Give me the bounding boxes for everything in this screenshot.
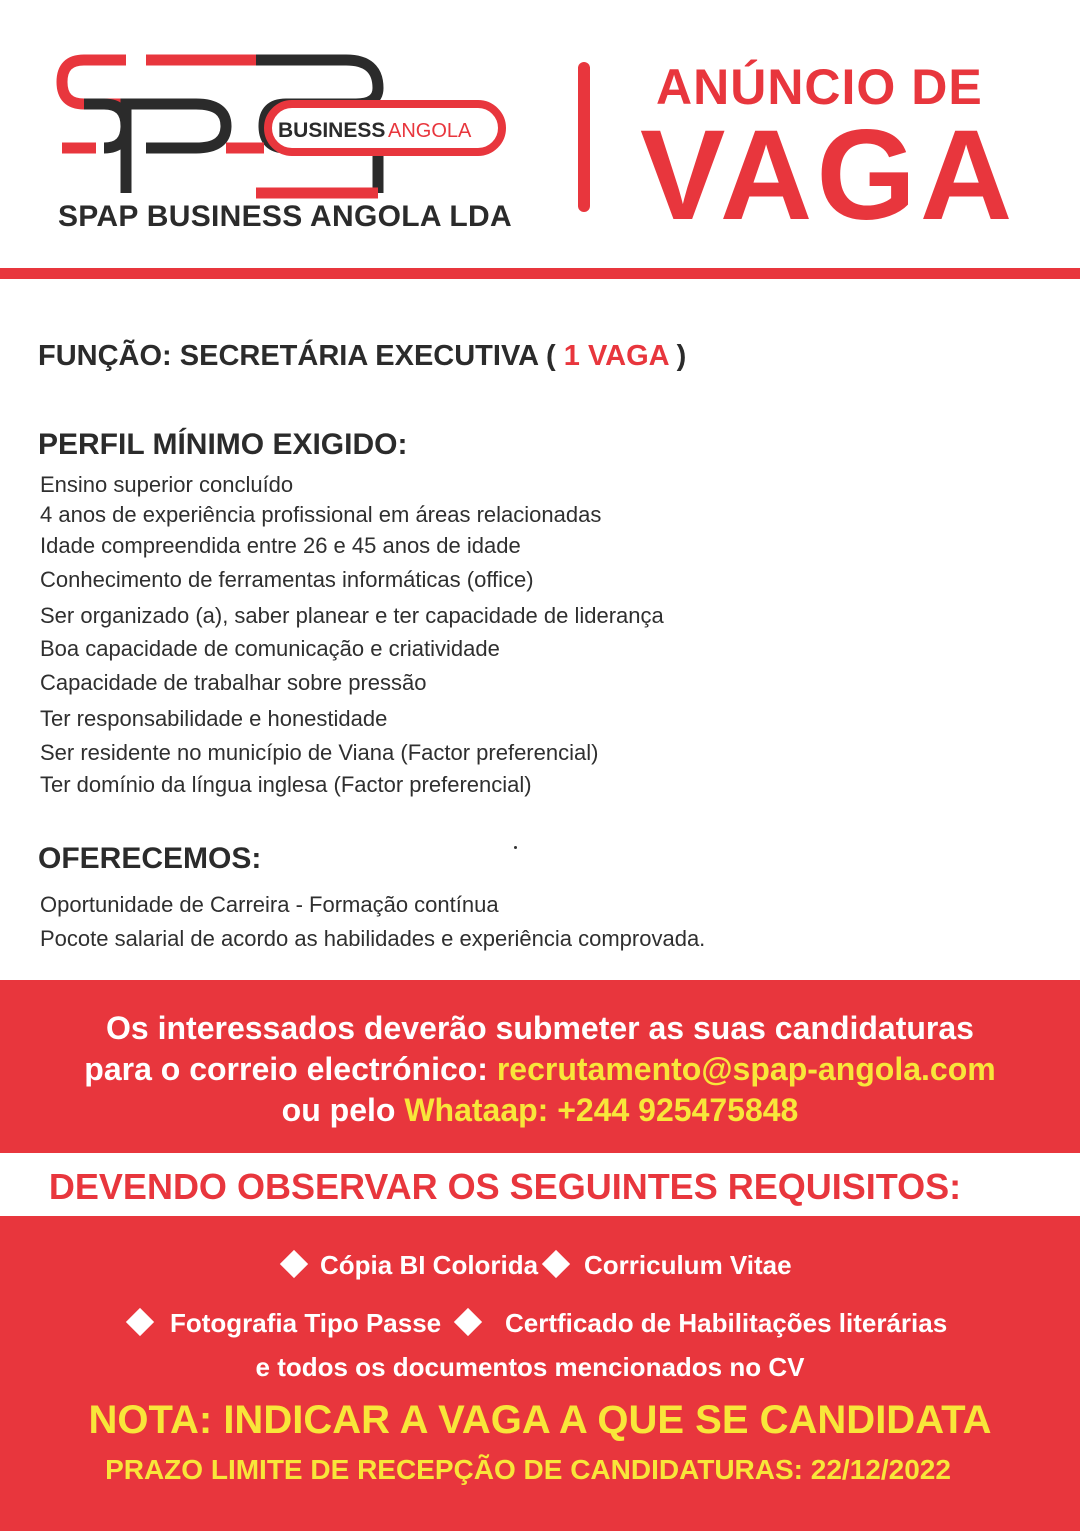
perfil-item: Capacidade de trabalhar sobre pressão [40,670,427,695]
perfil-item: Ser residente no município de Viana (Factor preferencial) [40,740,599,765]
header-rule [0,268,1080,279]
contact-line-2 [0,1051,1080,1088]
contact-band [0,980,1080,1153]
job-function [38,340,686,373]
req-item: Corriculum Vitae [584,1250,792,1280]
oferecemos-item: Oportunidade de Carreira - Formação contínua [40,892,499,917]
contact-email-prefix: para o correio electrónico: [84,1051,497,1087]
perfil-item: Conhecimento de ferramentas informáticas (office) [40,567,534,592]
perfil-item: 4 anos de experiência profissional em áreas relacionadas [40,502,602,527]
oferecemos-item: Pocote salarial de acordo as habilidades e experiência comprovada. [40,926,706,951]
logo-s-top [62,60,126,104]
job-vacancy-count: 1 VAGA [563,340,669,372]
contact-whatsapp[interactable]: Whataap: +244 925475848 [404,1092,799,1128]
perfil-item: Ter domínio da língua inglesa (Factor preferencial) [40,772,532,797]
nota-text: NOTA: INDICAR A VAGA A QUE SE CANDIDATA [88,1398,992,1442]
prazo-text: PRAZO LIMITE DE RECEPÇÃO DE CANDIDATURAS: 22/12/2022 [105,1454,951,1485]
anuncio-de-heading: ANÚNCIO DE [656,59,983,115]
req-extra: e todos os documentos mencionados no CV [255,1352,805,1382]
perfil-item: Idade compreendida entre 26 e 45 anos de idade [40,533,521,558]
perfil-title: PERFIL MÍNIMO EXIGIDO: [38,428,408,461]
perfil-item: Ensino superior concluído [40,472,294,497]
logo-s-mid [84,104,126,148]
perfil-item: Boa capacidade de comunicação e criatividade [40,636,500,661]
spap-logo [56,48,516,208]
req-item: Certficado de Habilitações literárias [505,1308,948,1338]
req-item: Fotografia Tipo Passe [170,1308,442,1338]
oferecemos-title: OFERECEMOS: [38,842,262,875]
logo-p1 [126,104,226,193]
contact-email[interactable]: recrutamento@spap-angola.com [496,1051,996,1087]
logo-angola-text: ANGOLA [388,120,472,142]
job-function-label: FUNÇÃO: SECRETÁRIA EXECUTIVA ( [38,340,556,372]
contact-line-3 [0,1092,1080,1129]
perfil-item: Ter responsabilidade e honestidade [40,706,388,731]
requisitos-title: DEVENDO OBSERVAR OS SEGUINTES REQUISITOS: [48,1166,962,1207]
job-function-close: ) [676,340,687,372]
req-item: Cópia BI Colorida [320,1250,539,1280]
header-divider [578,62,590,212]
contact-whatsapp-prefix: ou pelo [281,1092,405,1128]
perfil-item: Ser organizado (a), saber planear e ter capacidade de liderança [40,603,664,628]
vaga-heading: VAGA [640,104,1017,247]
logo-business-text: BUSINESS [278,119,386,142]
company-name: SPAP BUSINESS ANGOLA LDA [58,200,512,233]
contact-line-1: Os interessados deverão submeter as suas candidaturas [106,1010,974,1046]
stray-dot [514,846,517,849]
